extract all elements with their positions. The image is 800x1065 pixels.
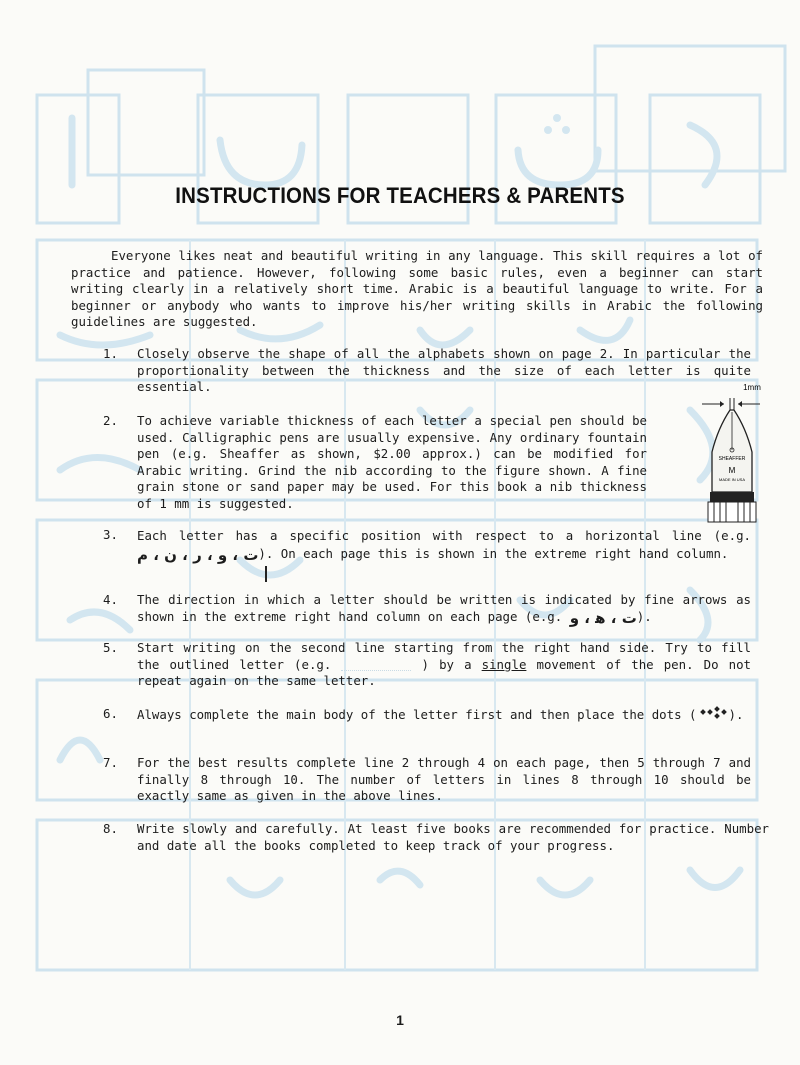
item-number: 8. (103, 821, 118, 836)
page-title: INSTRUCTIONS FOR TEACHERS & PARENTS (175, 183, 625, 208)
item-number: 4. (103, 592, 118, 607)
nib-grade-label: M (728, 466, 736, 475)
horizontal-line-marker (265, 566, 267, 582)
nib-origin-label: MADE IN USA (718, 477, 746, 482)
item-number: 7. (103, 755, 118, 770)
item-text: The direction in which a letter should be written is indicated by fine arrows as shown in the extreme right hand column on each page (e.g. (137, 592, 751, 624)
page-number: 1 (396, 1012, 404, 1028)
item-text: ). (636, 608, 652, 624)
item-text: ). (728, 707, 744, 722)
item-number: 6. (103, 706, 118, 721)
arabic-example-letters: ت ، و ، ر ، ن ، م (137, 546, 259, 564)
pen-brand-label: SHEAFFER (718, 456, 746, 462)
item-text: Closely observe the shape of all the alphabets shown on page 2. In particular the proportionality between the thickness and the size of each letter is quite essential. (137, 346, 751, 395)
item-number: 1. (103, 346, 118, 361)
intro-paragraph: Everyone likes neat and beautiful writing in any language. This skill requires a lot of practice and patience. However, following some basic rules, even a beginner can start writing clearly in a relatively short time. Arabic is a beautiful language to write. For a beginner or anybody who wants to improve his/her writing skills in Arabic the following guidelines are suggested. (71, 248, 763, 330)
nib-thickness-label: 1mm (743, 383, 761, 392)
item-text: Always complete the main body of the letter first and then place the dots ( (137, 707, 697, 722)
item-text: ) by a (421, 656, 472, 672)
item-text: Each letter has a specific position with respect to a horizontal line (e.g. (137, 528, 751, 543)
item-text: movement of the pen. Do not repeat again on the same letter. (137, 656, 752, 689)
item-number: 3. (103, 527, 118, 542)
item-text: Start writing on the second line starting from the right hand side. Try to fill the outlined letter (e.g. (137, 640, 751, 672)
underlined-word: single (481, 656, 527, 672)
arabic-arrow-example: ت ، ﻫ ، و (569, 608, 637, 627)
item-number: 2. (103, 413, 118, 428)
outlined-letter-example (341, 657, 411, 671)
item-text: Write slowly and carefully. At least five books are recommended for practice. Number and date all the books completed to keep track of your progress. (137, 821, 769, 853)
item-number: 5. (103, 640, 118, 655)
pen-nib-figure (694, 380, 774, 525)
item-text: To achieve variable thickness of each letter a special pen should be used. Calligraphic pens are usually expensive. Any ordinary fountain pen (e.g. Sheaffer as shown, $2.00 approx.) can be modified for Arabic writing. Grind the nib according to the figure shown. A fine grain stone or sand paper may be used. For this book a nib thickness of 1 mm is suggested. (137, 413, 647, 511)
item-text: ). On each page this is shown in the extreme right hand column. (258, 546, 729, 561)
item-text: For the best results complete line 2 through 4 on each page, then 5 through 7 and finally 8 through 10. The number of letters in lines 8 through 10 should be exactly same as given in the above lines. (137, 755, 751, 804)
dots-example-icon (697, 706, 729, 722)
